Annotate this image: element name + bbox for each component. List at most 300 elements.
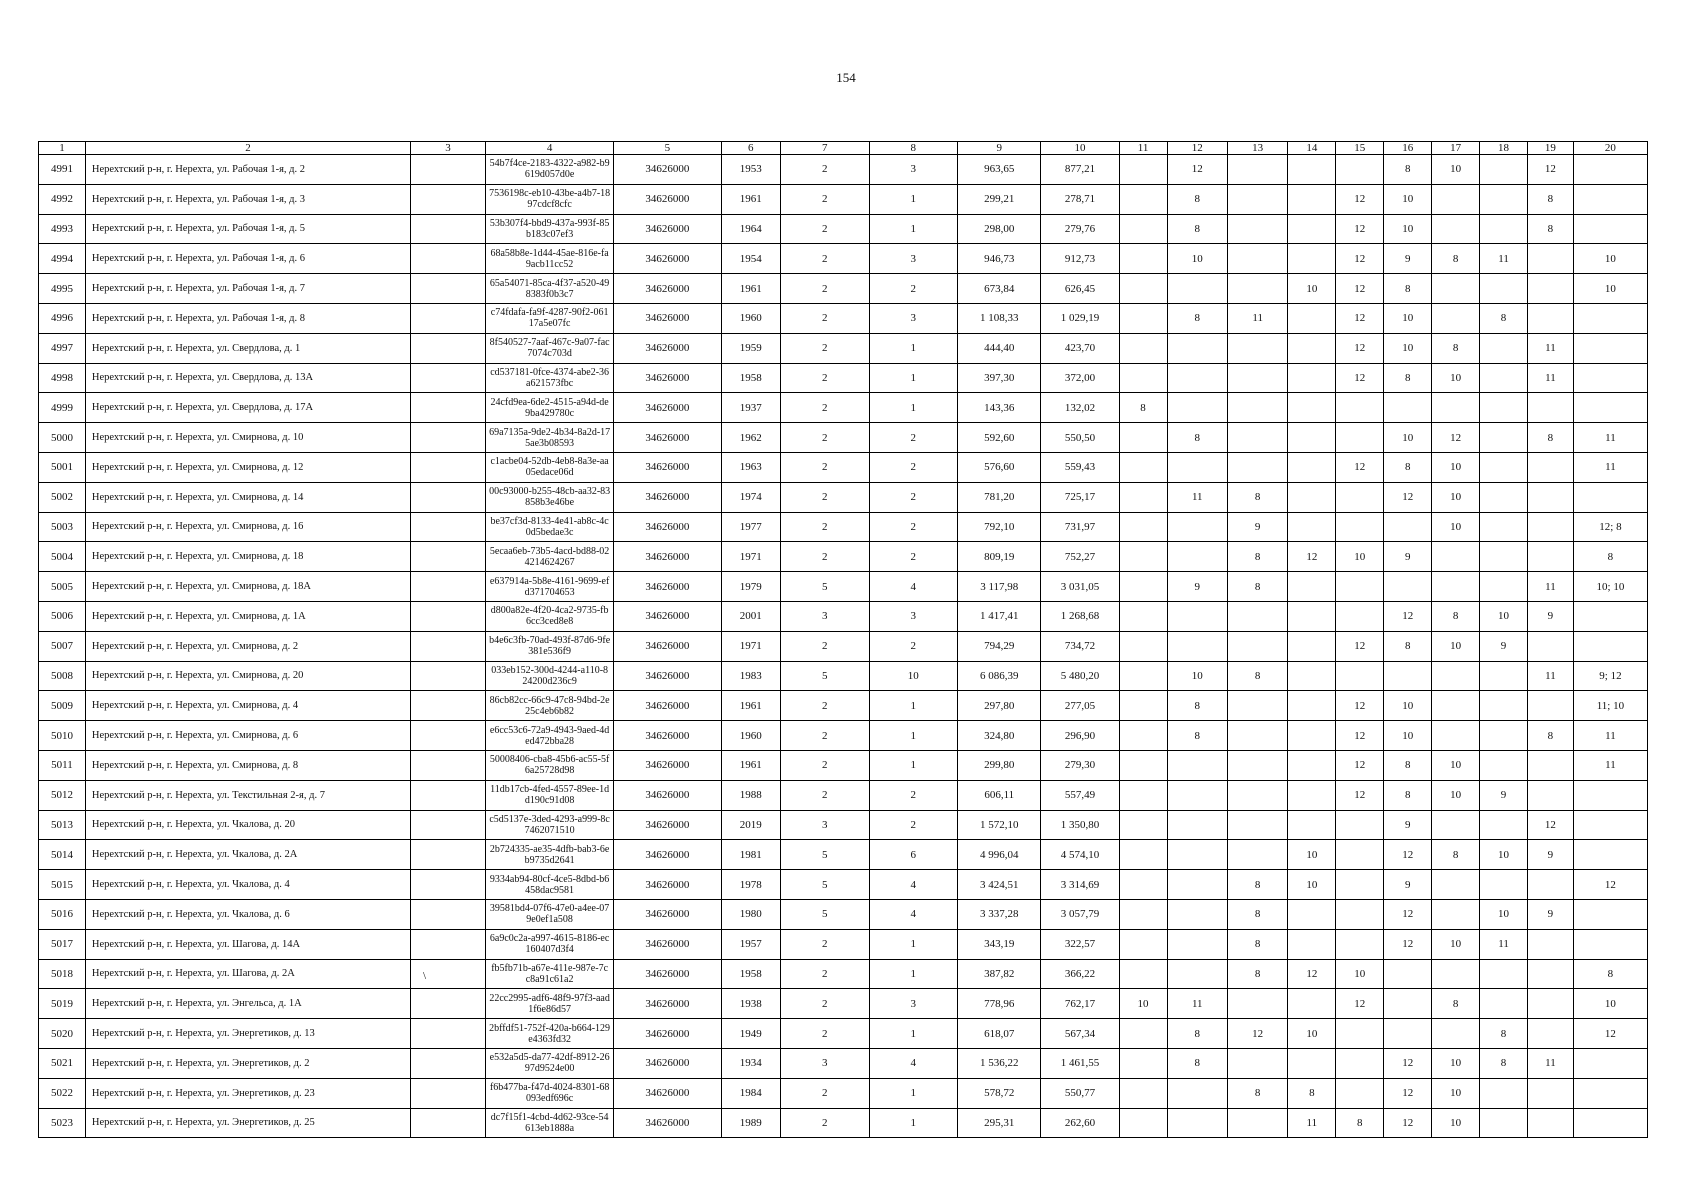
table-cell: 11 — [1528, 661, 1574, 691]
table-cell: 12 — [1336, 303, 1384, 333]
table-cell — [1288, 393, 1336, 423]
table-cell — [1573, 1108, 1647, 1138]
table-cell: 2 — [780, 155, 869, 185]
table-cell: 2 — [780, 423, 869, 453]
table-cell: 10 — [1432, 155, 1480, 185]
table-cell — [1227, 631, 1287, 661]
table-cell: 2b724335-ae35-4dfb-bab3-6eb9735d2641 — [486, 840, 614, 870]
table-cell: 1938 — [721, 989, 780, 1019]
table-cell: 3 031,05 — [1041, 572, 1119, 602]
table-cell: 2 — [780, 512, 869, 542]
table-cell — [411, 184, 486, 214]
table-cell: 8 — [1432, 601, 1480, 631]
table-cell: 033eb152-300d-4244-a110-824200d236c9 — [486, 661, 614, 691]
table-cell — [411, 1078, 486, 1108]
table-cell: 10 — [1288, 840, 1336, 870]
table-cell: 2 — [780, 214, 869, 244]
table-cell: 9 — [1384, 244, 1432, 274]
table-cell — [1288, 303, 1336, 333]
table-cell: 3 424,51 — [958, 870, 1041, 900]
table-cell: 8 — [1480, 303, 1528, 333]
table-cell: 1 — [869, 1078, 958, 1108]
column-header: 13 — [1227, 142, 1287, 155]
table-cell — [411, 512, 486, 542]
table-cell — [1384, 393, 1432, 423]
table-cell: 12 — [1336, 214, 1384, 244]
table-cell — [1119, 572, 1167, 602]
table-cell: 3 117,98 — [958, 572, 1041, 602]
table-cell: 12 — [1336, 184, 1384, 214]
table-cell: 8 — [1384, 780, 1432, 810]
table-row — [39, 303, 1648, 333]
table-cell: 2bffdf51-752f-420a-b664-129e4363fd32 — [486, 1019, 614, 1049]
table-cell — [1119, 423, 1167, 453]
table-cell: 12 — [1336, 989, 1384, 1019]
table-cell — [1227, 840, 1287, 870]
table-cell — [1227, 274, 1287, 304]
table-cell: c74fdafa-fa9f-4287-90f2-06117a5e07fc — [486, 303, 614, 333]
table-cell: 2 — [780, 989, 869, 1019]
table-cell: 762,17 — [1041, 989, 1119, 1019]
table-cell: 10 — [1336, 542, 1384, 572]
table-cell — [1432, 214, 1480, 244]
column-header: 12 — [1167, 142, 1227, 155]
table-cell: 34626000 — [614, 155, 721, 185]
table-cell: Нерехтский р-н, г. Нерехта, ул. Свердлова, д. 1 — [85, 333, 410, 363]
table-cell: 11 — [1573, 452, 1647, 482]
column-header: 2 — [85, 142, 410, 155]
table-cell: Нерехтский р-н, г. Нерехта, ул. Смирнова, д. 4 — [85, 691, 410, 721]
table-cell: Нерехтский р-н, г. Нерехта, ул. Смирнова, д. 2 — [85, 631, 410, 661]
table-cell: 11 — [1528, 1048, 1574, 1078]
table-cell — [1227, 750, 1287, 780]
table-cell: 11db17cb-4fed-4557-89ee-1dd190c91d08 — [486, 780, 614, 810]
table-cell: 1 — [869, 363, 958, 393]
table-cell — [1432, 572, 1480, 602]
table-cell: 34626000 — [614, 482, 721, 512]
table-row — [39, 899, 1648, 929]
table-cell — [1480, 661, 1528, 691]
table-cell — [1573, 929, 1647, 959]
table-cell: 2 — [780, 1078, 869, 1108]
table-cell: 2 — [869, 631, 958, 661]
table-cell: Нерехтский р-н, г. Нерехта, ул. Рабочая 1-я, д. 8 — [85, 303, 410, 333]
table-cell: 34626000 — [614, 244, 721, 274]
table-cell — [1528, 512, 1574, 542]
table-cell: 10 — [1480, 601, 1528, 631]
table-cell — [1167, 870, 1227, 900]
table-cell: 444,40 — [958, 333, 1041, 363]
table-cell: 4 — [869, 899, 958, 929]
table-cell — [1480, 870, 1528, 900]
table-cell: 2019 — [721, 810, 780, 840]
table-cell: 7536198c-eb10-43be-a4b7-1897cdcf8cfc — [486, 184, 614, 214]
table-cell: 11 — [1573, 423, 1647, 453]
table-cell: 12 — [1384, 840, 1432, 870]
table-cell — [1288, 214, 1336, 244]
table-row — [39, 959, 1648, 989]
table-cell — [1288, 363, 1336, 393]
column-header: 17 — [1432, 142, 1480, 155]
table-cell — [1288, 1048, 1336, 1078]
table-cell — [1432, 542, 1480, 572]
table-cell: 12 — [1384, 1108, 1432, 1138]
table-cell — [1288, 452, 1336, 482]
table-cell: 423,70 — [1041, 333, 1119, 363]
table-cell — [1288, 631, 1336, 661]
table-cell: 3 057,79 — [1041, 899, 1119, 929]
table-row — [39, 393, 1648, 423]
table-cell: 1964 — [721, 214, 780, 244]
table-cell — [1227, 691, 1287, 721]
table-cell: 8 — [1528, 721, 1574, 751]
table-cell: 673,84 — [958, 274, 1041, 304]
table-cell: 5018 — [39, 959, 86, 989]
table-cell: 8 — [1384, 274, 1432, 304]
table-cell: Нерехтский р-н, г. Нерехта, ул. Смирнова, д. 10 — [85, 423, 410, 453]
table-cell — [1227, 601, 1287, 631]
table-cell: 8 — [1573, 959, 1647, 989]
table-cell — [411, 929, 486, 959]
table-cell: 5002 — [39, 482, 86, 512]
table-cell — [1227, 721, 1287, 751]
table-cell — [411, 1108, 486, 1138]
table-cell: 8 — [1167, 214, 1227, 244]
table-cell — [1573, 303, 1647, 333]
table-cell: 5006 — [39, 601, 86, 631]
table-cell: 12 — [1336, 452, 1384, 482]
table-cell — [1573, 393, 1647, 423]
table-cell: 2 — [869, 542, 958, 572]
table-cell: 1 350,80 — [1041, 810, 1119, 840]
table-row — [39, 482, 1648, 512]
table-cell: 2 — [869, 452, 958, 482]
table-cell — [1119, 1108, 1167, 1138]
table-row — [39, 244, 1648, 274]
table-cell — [1336, 810, 1384, 840]
table-cell: 8 — [1480, 1048, 1528, 1078]
table-cell — [1528, 959, 1574, 989]
table-cell: 3 — [780, 810, 869, 840]
table-cell: 10 — [1167, 661, 1227, 691]
table-cell — [411, 423, 486, 453]
table-cell: 1961 — [721, 750, 780, 780]
table-cell: 278,71 — [1041, 184, 1119, 214]
table-cell: 10 — [1432, 631, 1480, 661]
table-row — [39, 1078, 1648, 1108]
table-cell: 68a58b8e-1d44-45ae-816e-fa9acb11cc52 — [486, 244, 614, 274]
table-cell — [1336, 899, 1384, 929]
table-cell: 11 — [1528, 333, 1574, 363]
table-cell: Нерехтский р-н, г. Нерехта, ул. Текстильная 2-я, д. 7 — [85, 780, 410, 810]
table-cell: 10 — [1432, 482, 1480, 512]
table-cell — [1288, 780, 1336, 810]
table-cell: 12 — [1384, 1048, 1432, 1078]
table-cell: 8 — [1432, 840, 1480, 870]
table-cell: 8 — [1384, 750, 1432, 780]
table-cell: 5005 — [39, 572, 86, 602]
table-row — [39, 1108, 1648, 1138]
table-cell — [1167, 363, 1227, 393]
table-cell: 2 — [780, 482, 869, 512]
table-cell: 34626000 — [614, 452, 721, 482]
table-cell: 12 — [1384, 899, 1432, 929]
table-cell — [1528, 303, 1574, 333]
table-cell: 10 — [1573, 244, 1647, 274]
table-cell: 5003 — [39, 512, 86, 542]
table-cell: 8 — [1384, 363, 1432, 393]
table-cell — [1119, 721, 1167, 751]
table-cell: 299,80 — [958, 750, 1041, 780]
table-cell: 5 — [780, 840, 869, 870]
table-cell — [1288, 661, 1336, 691]
table-cell: Нерехтский р-н, г. Нерехта, ул. Смирнова, д. 20 — [85, 661, 410, 691]
table-cell: 618,07 — [958, 1019, 1041, 1049]
table-cell — [411, 691, 486, 721]
table-cell: 10 — [1573, 989, 1647, 1019]
table-cell: 86cb82cc-66c9-47c8-94bd-2e25c4eb6b82 — [486, 691, 614, 721]
table-cell: 2 — [869, 274, 958, 304]
table-cell: 4 996,04 — [958, 840, 1041, 870]
table-cell — [1227, 452, 1287, 482]
table-cell: 578,72 — [958, 1078, 1041, 1108]
table-cell: 12 — [1384, 1078, 1432, 1108]
table-cell — [1573, 631, 1647, 661]
table-cell — [1288, 899, 1336, 929]
table-cell: 5014 — [39, 840, 86, 870]
table-cell: 5 — [780, 870, 869, 900]
table-cell: 1958 — [721, 363, 780, 393]
table-cell — [1528, 542, 1574, 572]
table-cell — [1432, 1019, 1480, 1049]
table-cell: 12 — [1528, 810, 1574, 840]
table-cell — [1480, 393, 1528, 423]
table-cell: 12 — [1167, 155, 1227, 185]
table-cell — [1227, 423, 1287, 453]
table-cell: 8 — [1432, 333, 1480, 363]
table-cell — [1336, 1019, 1384, 1049]
table-cell — [1528, 989, 1574, 1019]
table-row — [39, 661, 1648, 691]
table-row — [39, 512, 1648, 542]
table-cell — [1573, 1078, 1647, 1108]
table-cell: 34626000 — [614, 333, 721, 363]
table-cell: 34626000 — [614, 1048, 721, 1078]
table-cell: 1 417,41 — [958, 601, 1041, 631]
table-cell — [1288, 989, 1336, 1019]
table-cell: 34626000 — [614, 810, 721, 840]
table-cell: 8 — [1227, 899, 1287, 929]
table-cell: 1 108,33 — [958, 303, 1041, 333]
table-cell: 8f540527-7aaf-467c-9a07-fac7074c703d — [486, 333, 614, 363]
table-cell: 8 — [1119, 393, 1167, 423]
table-cell: 34626000 — [614, 303, 721, 333]
table-cell — [1528, 631, 1574, 661]
table-cell: 1978 — [721, 870, 780, 900]
table-cell: 1962 — [721, 423, 780, 453]
table-cell — [1336, 840, 1384, 870]
table-cell — [1167, 512, 1227, 542]
table-cell: 34626000 — [614, 512, 721, 542]
table-cell: 725,17 — [1041, 482, 1119, 512]
table-cell: Нерехтский р-н, г. Нерехта, ул. Шагова, д. 2А — [85, 959, 410, 989]
table-cell: 34626000 — [614, 423, 721, 453]
table-cell — [1288, 721, 1336, 751]
table-row — [39, 810, 1648, 840]
table-cell — [1119, 870, 1167, 900]
table-cell: 557,49 — [1041, 780, 1119, 810]
table-cell: 4992 — [39, 184, 86, 214]
table-cell — [1119, 899, 1167, 929]
table-cell — [1480, 542, 1528, 572]
table-cell — [1288, 691, 1336, 721]
table-cell: Нерехтский р-н, г. Нерехта, ул. Энгельса, д. 1А — [85, 989, 410, 1019]
table-cell: 1977 — [721, 512, 780, 542]
table-cell — [1573, 482, 1647, 512]
table-cell: 1937 — [721, 393, 780, 423]
table-cell — [411, 899, 486, 929]
table-row — [39, 184, 1648, 214]
table-cell: Нерехтский р-н, г. Нерехта, ул. Смирнова, д. 6 — [85, 721, 410, 751]
table-cell — [411, 393, 486, 423]
table-cell: 298,00 — [958, 214, 1041, 244]
table-cell — [1573, 840, 1647, 870]
table-cell — [1432, 393, 1480, 423]
table-cell — [1167, 750, 1227, 780]
table-cell — [1167, 542, 1227, 572]
table-row — [39, 542, 1648, 572]
table-cell: 3 — [780, 601, 869, 631]
table-cell — [1227, 363, 1287, 393]
table-cell — [1480, 214, 1528, 244]
column-header: 11 — [1119, 142, 1167, 155]
table-cell — [1480, 423, 1528, 453]
table-cell — [1528, 780, 1574, 810]
table-cell — [1167, 959, 1227, 989]
table-row — [39, 363, 1648, 393]
table-cell: 877,21 — [1041, 155, 1119, 185]
table-cell — [1119, 750, 1167, 780]
table-cell — [1336, 393, 1384, 423]
column-header: 14 — [1288, 142, 1336, 155]
table-cell: 5023 — [39, 1108, 86, 1138]
table-cell: Нерехтский р-н, г. Нерехта, ул. Смирнова, д. 8 — [85, 750, 410, 780]
table-cell — [1336, 661, 1384, 691]
table-cell: 1954 — [721, 244, 780, 274]
table-cell — [1227, 333, 1287, 363]
table-cell: 5009 — [39, 691, 86, 721]
table-cell: 10 — [1480, 899, 1528, 929]
table-cell: 8 — [1227, 1078, 1287, 1108]
table-cell: 8 — [1528, 423, 1574, 453]
table-cell: 132,02 — [1041, 393, 1119, 423]
table-cell: 12 — [1384, 482, 1432, 512]
table-cell — [1119, 274, 1167, 304]
table-cell: 4 574,10 — [1041, 840, 1119, 870]
table-cell — [1528, 482, 1574, 512]
table-cell: d800a82e-4f20-4ca2-9735-fb6cc3ced8e8 — [486, 601, 614, 631]
table-cell: 2 — [780, 959, 869, 989]
table-cell — [1227, 989, 1287, 1019]
table-cell: 5004 — [39, 542, 86, 572]
table-cell: 5011 — [39, 750, 86, 780]
table-cell: 10 — [1432, 750, 1480, 780]
table-cell — [1528, 274, 1574, 304]
table-cell: 8 — [1227, 482, 1287, 512]
table-cell — [1288, 512, 1336, 542]
table-cell — [1227, 244, 1287, 274]
table-cell — [1573, 184, 1647, 214]
table-cell: 9 — [1528, 601, 1574, 631]
table-body — [39, 155, 1648, 1138]
table-cell: 9 — [1528, 840, 1574, 870]
table-cell: 9 — [1227, 512, 1287, 542]
table-row — [39, 721, 1648, 751]
column-header: 3 — [411, 142, 486, 155]
table-cell: 12 — [1336, 274, 1384, 304]
table-cell: Нерехтский р-н, г. Нерехта, ул. Энергетиков, д. 25 — [85, 1108, 410, 1138]
table-cell: Нерехтский р-н, г. Нерехта, ул. Свердлова, д. 17А — [85, 393, 410, 423]
column-header: 18 — [1480, 142, 1528, 155]
table-cell: 731,97 — [1041, 512, 1119, 542]
table-cell: 12 — [1288, 542, 1336, 572]
table-cell: 963,65 — [958, 155, 1041, 185]
table-cell — [411, 870, 486, 900]
table-cell: 1959 — [721, 333, 780, 363]
table-cell: 4995 — [39, 274, 86, 304]
table-cell: 12 — [1227, 1019, 1287, 1049]
table-cell — [1119, 363, 1167, 393]
table-row — [39, 1019, 1648, 1049]
table-cell: 12 — [1336, 780, 1384, 810]
table-cell: 8 — [1432, 244, 1480, 274]
table-cell: 1960 — [721, 721, 780, 751]
column-header: 4 — [486, 142, 614, 155]
table-cell: Нерехтский р-н, г. Нерехта, ул. Рабочая 1-я, д. 3 — [85, 184, 410, 214]
table-cell: 5000 — [39, 423, 86, 453]
table-cell: 12 — [1336, 721, 1384, 751]
table-cell — [1336, 572, 1384, 602]
table-cell: Нерехтский р-н, г. Нерехта, ул. Чкалова, д. 2А — [85, 840, 410, 870]
table-cell: 8 — [1167, 184, 1227, 214]
table-cell: 4997 — [39, 333, 86, 363]
table-cell: 296,90 — [1041, 721, 1119, 751]
table-cell: 279,30 — [1041, 750, 1119, 780]
table-cell: 2 — [780, 393, 869, 423]
table-cell: 1 — [869, 721, 958, 751]
table-cell — [1288, 333, 1336, 363]
table-cell — [1573, 214, 1647, 244]
table-cell: 22cc2995-adf6-48f9-97f3-aad1f6e86d57 — [486, 989, 614, 1019]
table-cell: 12 — [1288, 959, 1336, 989]
table-cell: 299,21 — [958, 184, 1041, 214]
table-cell: 5019 — [39, 989, 86, 1019]
table-cell: 5008 — [39, 661, 86, 691]
table-cell: 5017 — [39, 929, 86, 959]
table-cell: 297,80 — [958, 691, 1041, 721]
table-cell: 4 — [869, 870, 958, 900]
table-cell: 10 — [1432, 452, 1480, 482]
table-cell: 9 — [1528, 899, 1574, 929]
table-cell — [1227, 184, 1287, 214]
table-cell: 3 — [869, 244, 958, 274]
table-cell: 559,43 — [1041, 452, 1119, 482]
table-cell: 5001 — [39, 452, 86, 482]
table-cell: 8 — [1167, 691, 1227, 721]
table-cell: 10 — [1288, 274, 1336, 304]
table-cell: 10 — [1384, 333, 1432, 363]
table-cell: 1958 — [721, 959, 780, 989]
